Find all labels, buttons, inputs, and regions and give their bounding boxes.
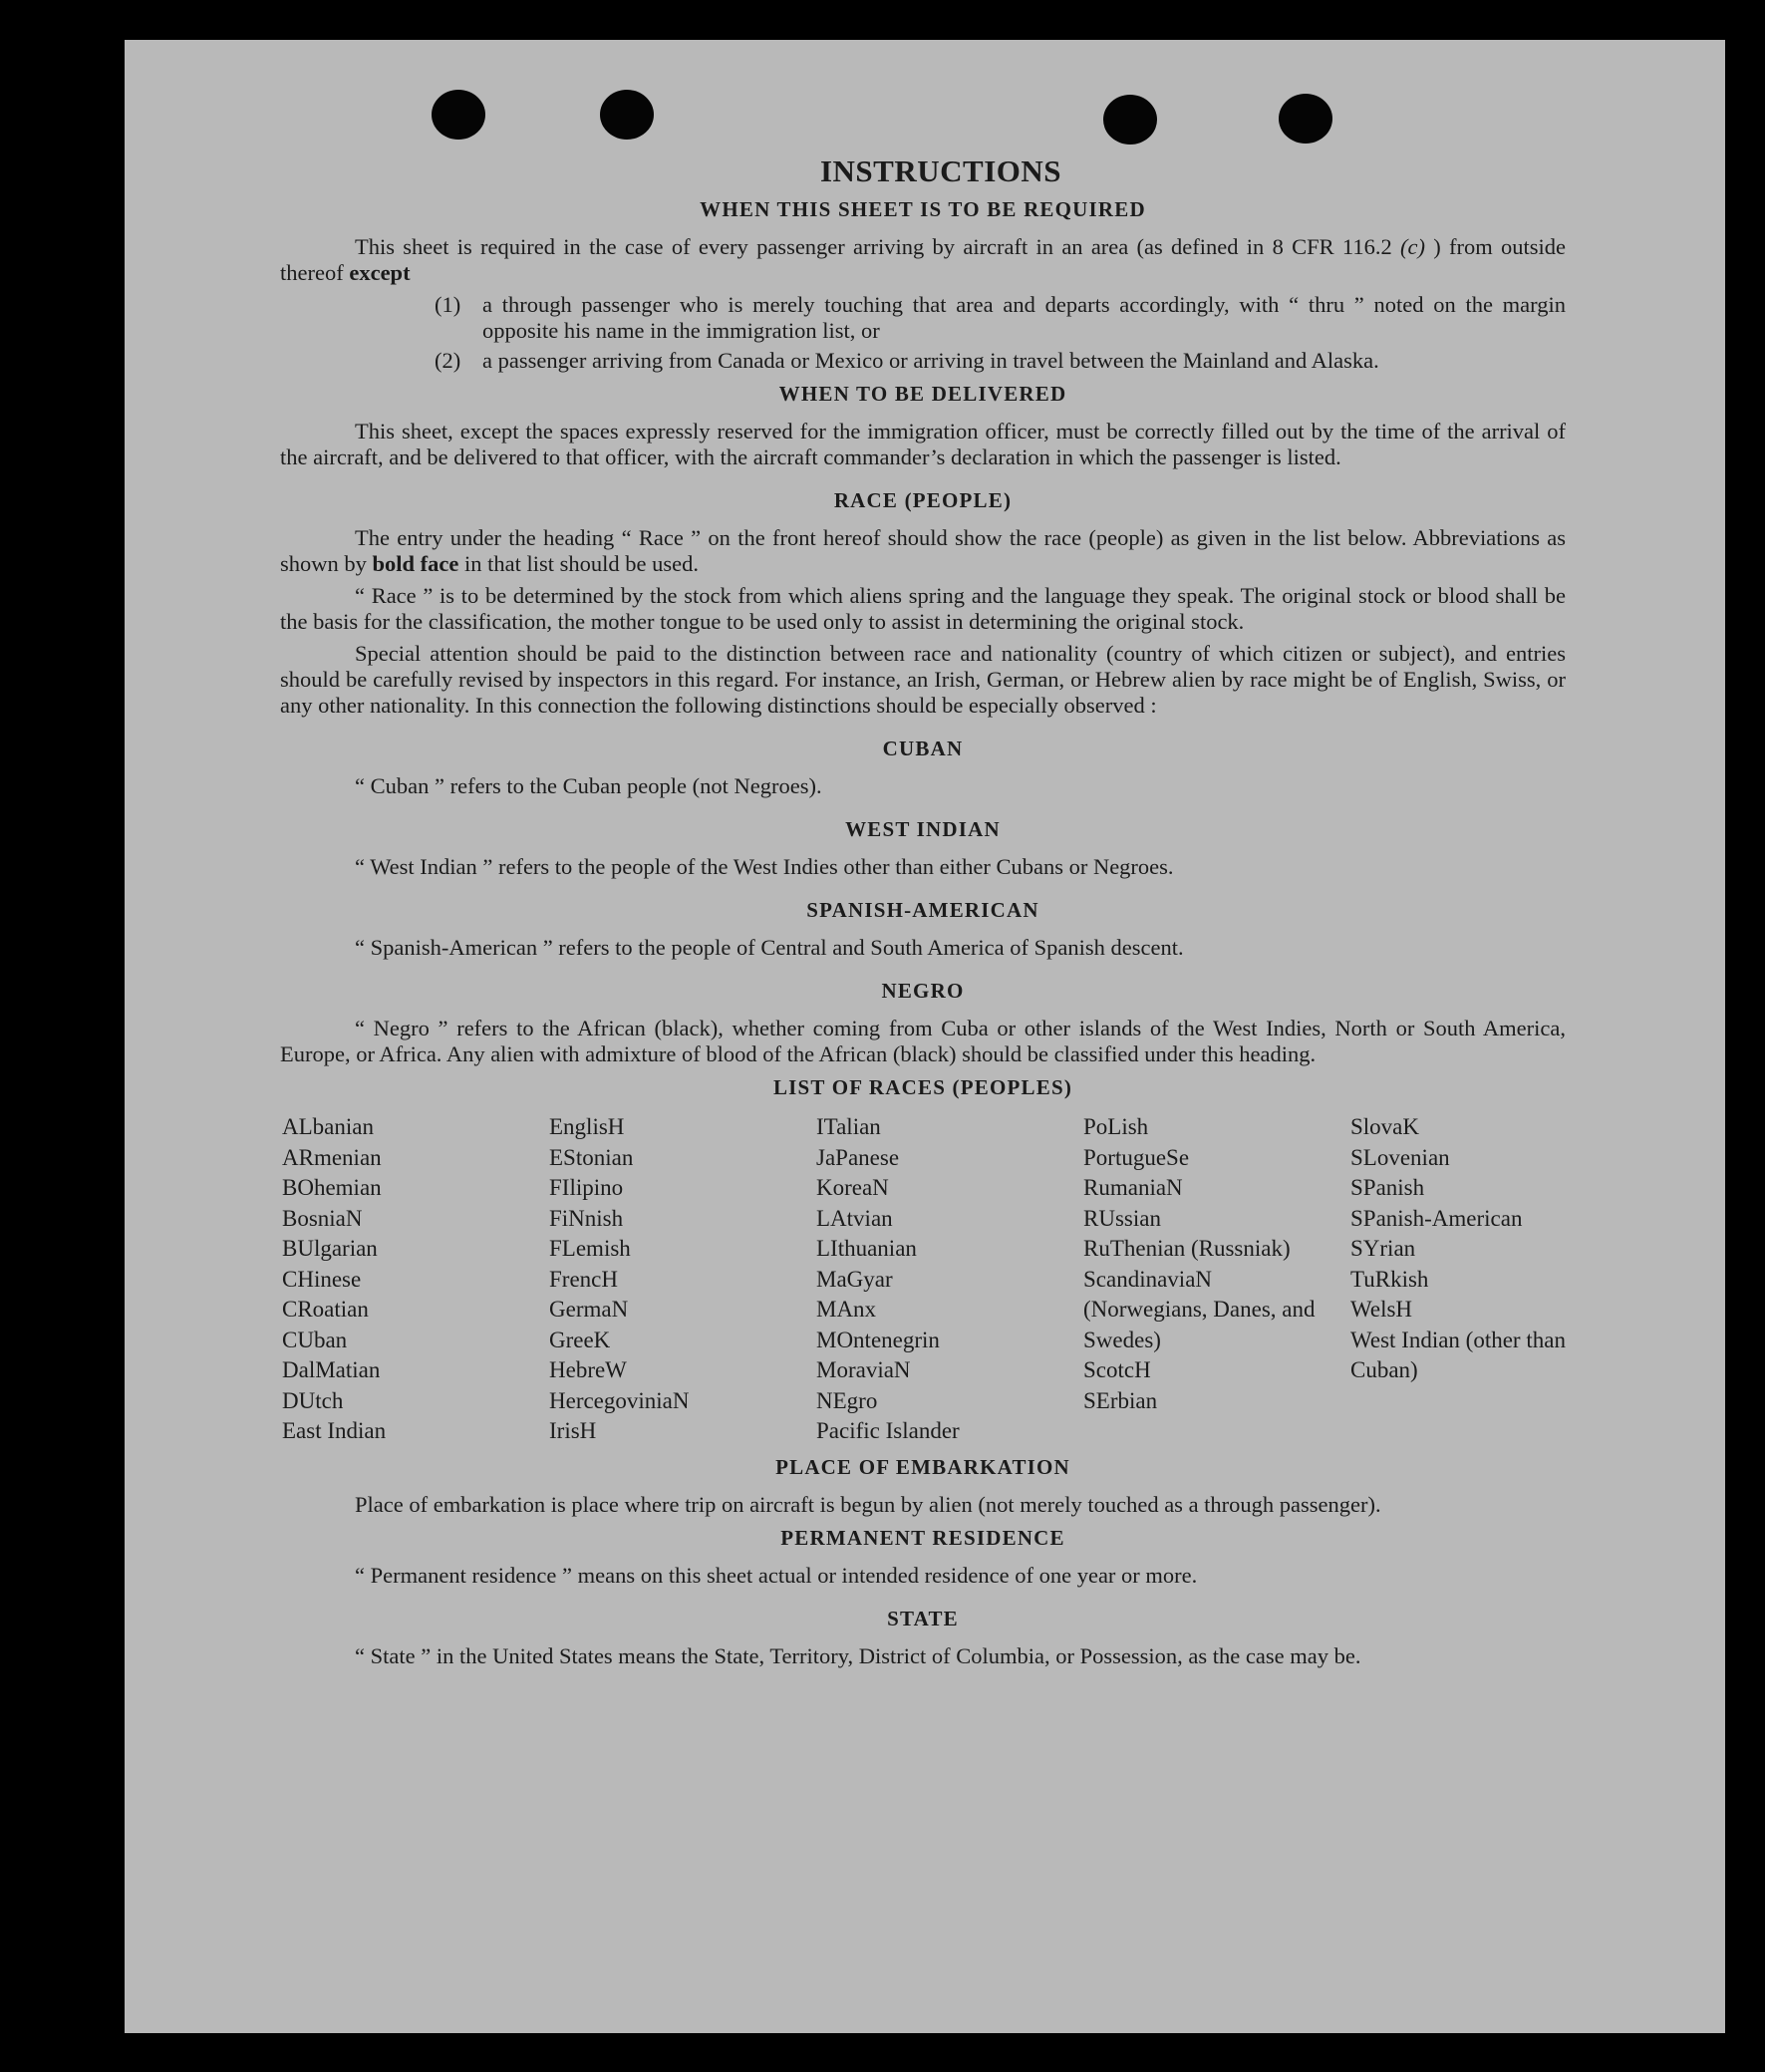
race-entry: SErbian [1083, 1387, 1158, 1413]
heading-west-indian: WEST INDIAN [845, 817, 1001, 841]
document-sheet [125, 40, 1725, 2033]
race-entry: FLemish [549, 1236, 631, 1261]
heading-when-delivered: WHEN TO BE DELIVERED [778, 382, 1067, 406]
race-entry: ALbanian [282, 1114, 374, 1139]
race-entry: IrisH [549, 1418, 597, 1443]
race-entry: ScandinaviaN (Norwegians, Danes, and Swedes) [1083, 1266, 1316, 1352]
race-entry: East Indian [282, 1418, 387, 1443]
race-entry: FiNnish [549, 1205, 624, 1231]
heading-spanish-american: SPANISH-AMERICAN [806, 898, 1039, 922]
race-entry: MaGyar [816, 1266, 893, 1292]
race-entry: FIlipino [549, 1175, 624, 1200]
exception-number: (2) [435, 348, 461, 373]
race-paragraph-1: The entry under the heading “ Race ” on the front hereof should show the race (people) as given in the list below. Abbreviations as shown by bold face in that list should be used. [280, 525, 1566, 576]
race-entry: HebreW [549, 1357, 627, 1382]
race-entry: RumaniaN [1083, 1175, 1183, 1200]
race-entry: EnglisH [549, 1114, 625, 1139]
race-entry: SlovaK [1350, 1114, 1419, 1139]
race-entry: SPanish-American [1350, 1205, 1523, 1231]
races-column-4 [1083, 1112, 1350, 1447]
race-entry: West Indian (other than Cuban) [1350, 1327, 1566, 1382]
race-entry: SPanish [1350, 1175, 1425, 1200]
races-column-2 [549, 1112, 816, 1447]
exception-item-1 [435, 292, 1566, 344]
race-entry: MOntenegrin [816, 1327, 940, 1352]
races-column-1 [282, 1112, 549, 1447]
exception-item-2 [435, 348, 1566, 374]
race-entry: LAtvian [816, 1205, 893, 1231]
heading-when-required: WHEN THIS SHEET IS TO BE REQUIRED [700, 197, 1146, 221]
race-entry: NEgro [816, 1387, 878, 1413]
place-of-embarkation-text: Place of embarkation is place where trip on aircraft is begun by alien (not merely touched as a through passenger). [355, 1491, 1381, 1517]
race-entry: BosniaN [282, 1205, 363, 1231]
heading-race: RACE (PEOPLE) [833, 488, 1013, 512]
race-entry: SYrian [1350, 1236, 1416, 1261]
race-entry: RUssian [1083, 1205, 1161, 1231]
instructions-content [280, 153, 1566, 1675]
punch-hole [1279, 94, 1332, 144]
race-entry: HercegoviniaN [549, 1387, 690, 1413]
punch-hole [1103, 95, 1157, 145]
race-entry: CUban [282, 1327, 348, 1352]
race-entry: RuThenian (Russniak) [1083, 1236, 1291, 1261]
race-entry: DalMatian [282, 1357, 381, 1382]
heading-place-of-embarkation: PLACE OF EMBARKATION [775, 1454, 1070, 1479]
exception-text: a through passenger who is merely touching that area and departs accordingly, with “ thru ” noted on the margin opposite his name in the immigration list, or [482, 292, 1566, 343]
race-entry: DUtch [282, 1387, 344, 1413]
state-text: “ State ” in the United States means the State, Territory, District of Columbia, or Possession, as the case may be. [355, 1642, 1361, 1668]
race-entry: MoraviaN [816, 1357, 911, 1382]
exception-number: (1) [435, 292, 461, 317]
race-entry: SLovenian [1350, 1144, 1450, 1170]
heading-permanent-residence: PERMANENT RESIDENCE [780, 1525, 1065, 1550]
race-entry: BUlgarian [282, 1236, 378, 1261]
when-required-intro: This sheet is required in the case of every passenger arriving by aircraft in an area (as defined in 8 CFR 116.2 (c) ) from outside thereof except [280, 234, 1566, 285]
races-table [282, 1112, 1566, 1447]
race-entry: LIthuanian [816, 1236, 917, 1261]
west-indian-text: “ West Indian ” refers to the people of the West Indies other than either Cubans or Negroes. [355, 854, 1174, 879]
when-delivered-text: This sheet, except the spaces expressly reserved for the immigration officer, must be correctly filled out by the time of the arrival of the aircraft, and be delivered to that officer, with the aircraft commander’s declaration in which the passenger is listed. [280, 419, 1566, 469]
race-entry: CRoatian [282, 1297, 369, 1322]
page-title: INSTRUCTIONS [819, 153, 1061, 188]
race-entry: BOhemian [282, 1175, 382, 1200]
race-entry: GermaN [549, 1297, 629, 1322]
race-entry: CHinese [282, 1266, 362, 1292]
race-entry: JaPanese [816, 1144, 900, 1170]
heading-negro: NEGRO [881, 979, 965, 1003]
race-entry: ITalian [816, 1114, 881, 1139]
heading-state: STATE [887, 1606, 959, 1630]
cuban-text: “ Cuban ” refers to the Cuban people (not Negroes). [355, 773, 822, 798]
race-entry: MAnx [816, 1297, 877, 1322]
heading-cuban: CUBAN [882, 737, 964, 760]
races-column-5 [1350, 1112, 1568, 1447]
race-entry: ARmenian [282, 1144, 382, 1170]
permanent-residence-text: “ Permanent residence ” means on this sheet actual or intended residence of one year or more. [355, 1562, 1198, 1588]
race-paragraph-3: Special attention should be paid to the distinction between race and nationality (country of which citizen or subject), and entries should be carefully revised by inspectors in this regard. For instance, an Irish, German, or Hebrew alien by race might be of English, Swiss, or any other nationality. In this connection the following distinctions should be especially observed : [280, 641, 1566, 718]
race-entry: KoreaN [816, 1175, 889, 1200]
race-entry: PoLish [1083, 1114, 1149, 1139]
exception-text: a passenger arriving from Canada or Mexico or arriving in travel between the Mainland and Alaska. [482, 348, 1379, 373]
punch-hole [432, 90, 485, 140]
race-entry: TuRkish [1350, 1266, 1429, 1292]
heading-list-of-races: LIST OF RACES (PEOPLES) [772, 1075, 1073, 1099]
spanish-american-text: “ Spanish-American ” refers to the people of Central and South America of Spanish descent. [355, 935, 1184, 960]
races-column-3 [816, 1112, 1083, 1447]
race-entry: ScotcH [1083, 1357, 1151, 1382]
race-entry: Pacific Islander [816, 1418, 960, 1443]
negro-text: “ Negro ” refers to the African (black), whether coming from Cuba or other islands of the West Indies, North or South America, Europe, or Africa. Any alien with admixture of blood of the African (black) should be classified under this heading. [280, 1016, 1566, 1066]
race-entry: EStonian [549, 1144, 634, 1170]
race-entry: WelsH [1350, 1297, 1413, 1322]
punch-hole [600, 90, 654, 140]
race-entry: GreeK [549, 1327, 611, 1352]
race-entry: PortugueSe [1083, 1144, 1190, 1170]
race-paragraph-2: “ Race ” is to be determined by the stock from which aliens spring and the language they speak. The original stock or blood shall be the basis for the classification, the mother tongue to be used only to assist in determining the original stock. [280, 583, 1566, 634]
race-entry: FrencH [549, 1266, 618, 1292]
